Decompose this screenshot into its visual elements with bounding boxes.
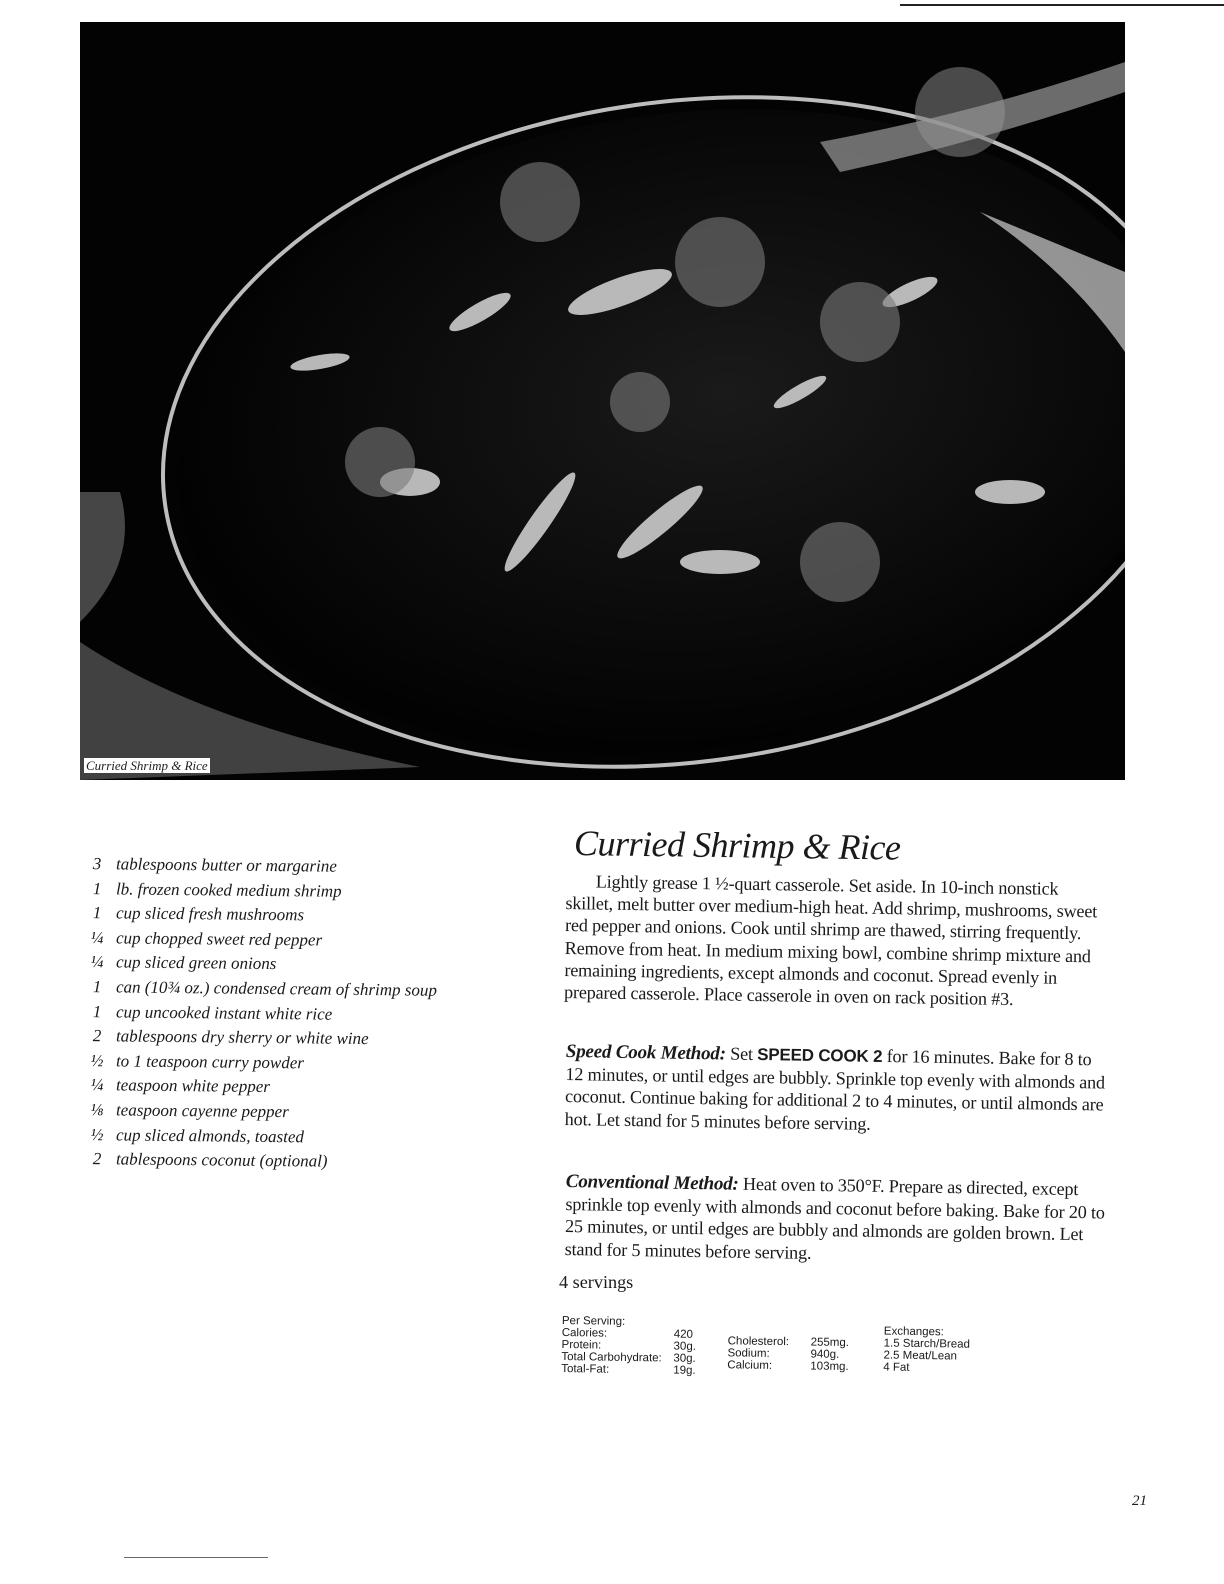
exchange-item: 2.5 Meat/Lean <box>883 1349 958 1363</box>
nutrition-header: Per Serving: <box>561 1315 626 1328</box>
nutrition-facts <box>561 1316 1002 1402</box>
ingredient-item: ¼ cup sliced green onions <box>90 952 277 974</box>
ingredient-item: ⅛ teaspoon cayenne pepper <box>90 1100 289 1122</box>
speed-cook-method <box>565 1040 1106 1138</box>
fat-label: Total-Fat: <box>561 1362 610 1376</box>
carb-value: 30g. <box>673 1352 696 1365</box>
calcium-value: 103mg. <box>810 1360 849 1374</box>
ingredient-item: 3 tablespoons butter or margarine <box>92 854 337 876</box>
sodium-value: 940g. <box>810 1348 840 1361</box>
recipe-intro: Lightly grease 1 ½-quart casserole. Set aside. In 10-inch nonstick skillet, melt butter over medium-high heat. Add shrimp, mushrooms, sweet red pepper and onions. Cook until shrimp are thawed, stirring frequently. Remove from heat. In medium mixing bowl, combine shrimp mixture and remaining ingredients, except almonds and coconut. Spread evenly in prepared casserole. Place casserole in oven on rack position #3. <box>563 871 1098 1010</box>
exchange-item: 4 Fat <box>883 1361 910 1374</box>
fat-value: 19g. <box>673 1364 696 1377</box>
conventional-label: Conventional Method: <box>565 1170 739 1195</box>
exchange-item: 1.5 Starch/Bread <box>883 1337 971 1351</box>
casserole-photo-icon <box>80 22 1125 780</box>
ingredient-item: 1 lb. frozen cooked medium shrimp <box>92 878 342 901</box>
ingredient-item: 1 cup sliced fresh mushrooms <box>92 903 305 925</box>
ingredient-item: ¼ teaspoon white pepper <box>90 1075 271 1097</box>
top-rule <box>900 4 1224 6</box>
carb-label: Total Carbohydrate: <box>561 1350 662 1365</box>
page-number: 21 <box>1132 1493 1147 1509</box>
calcium-label: Calcium: <box>727 1359 773 1372</box>
speed-cook-text: for 16 minutes. Bake for 8 to 12 minutes, or until edges are bubbly. Sprinkle top evenly with almonds and coconut. Continue baking for additional 2 to 4 minutes, or until almonds are hot. Let stand for 5 minutes before serving. <box>564 1046 1106 1134</box>
sodium-label: Sodium: <box>727 1347 770 1360</box>
speed-cook-setting: SPEED COOK 2 <box>757 1045 883 1066</box>
cholesterol-value: 255mg. <box>810 1336 850 1350</box>
ingredient-item: 2 tablespoons coconut (optional) <box>92 1149 328 1171</box>
bottom-rule <box>124 1557 268 1558</box>
cholesterol-label: Cholesterol: <box>727 1335 790 1349</box>
speed-cook-pre: Set <box>730 1043 753 1064</box>
recipe-title: Curried Shrimp & Rice <box>573 823 901 868</box>
ingredient-item: 1 can (10¾ oz.) condensed cream of shrimp soup <box>92 977 438 1000</box>
conventional-method <box>565 1170 1106 1268</box>
ingredient-item: 2 tablespoons dry sherry or white wine <box>92 1026 369 1049</box>
ingredient-item: ½ to 1 teaspoon curry powder <box>90 1050 305 1073</box>
speed-cook-label: Speed Cook Method: <box>565 1040 726 1065</box>
ingredient-item: ¼ cup chopped sweet red pepper <box>90 927 323 950</box>
ingredient-item: ½ cup sliced almonds, toasted <box>90 1124 305 1146</box>
protein-label: Protein: <box>561 1338 602 1352</box>
photo-caption: Curried Shrimp & Rice <box>86 758 208 773</box>
ingredient-item: 1 cup uncooked instant white rice <box>92 1001 333 1024</box>
exchanges-label: Exchanges: <box>883 1325 945 1339</box>
servings: 4 servings <box>559 1272 634 1292</box>
ingredient-list <box>78 852 498 1172</box>
protein-value: 30g. <box>673 1340 697 1353</box>
casserole-photo <box>80 22 1125 780</box>
calories-label: Calories: <box>561 1326 608 1340</box>
calories-value: 420 <box>673 1328 694 1341</box>
conventional-text: Heat oven to 350°F. Prepare as directed, except sprinkle top evenly with almonds and coconut before baking. Bake for 20 to 25 minutes, or until edges are bubbly and almonds are golden brown. Let stand for 5 minutes before serving. <box>564 1173 1105 1263</box>
